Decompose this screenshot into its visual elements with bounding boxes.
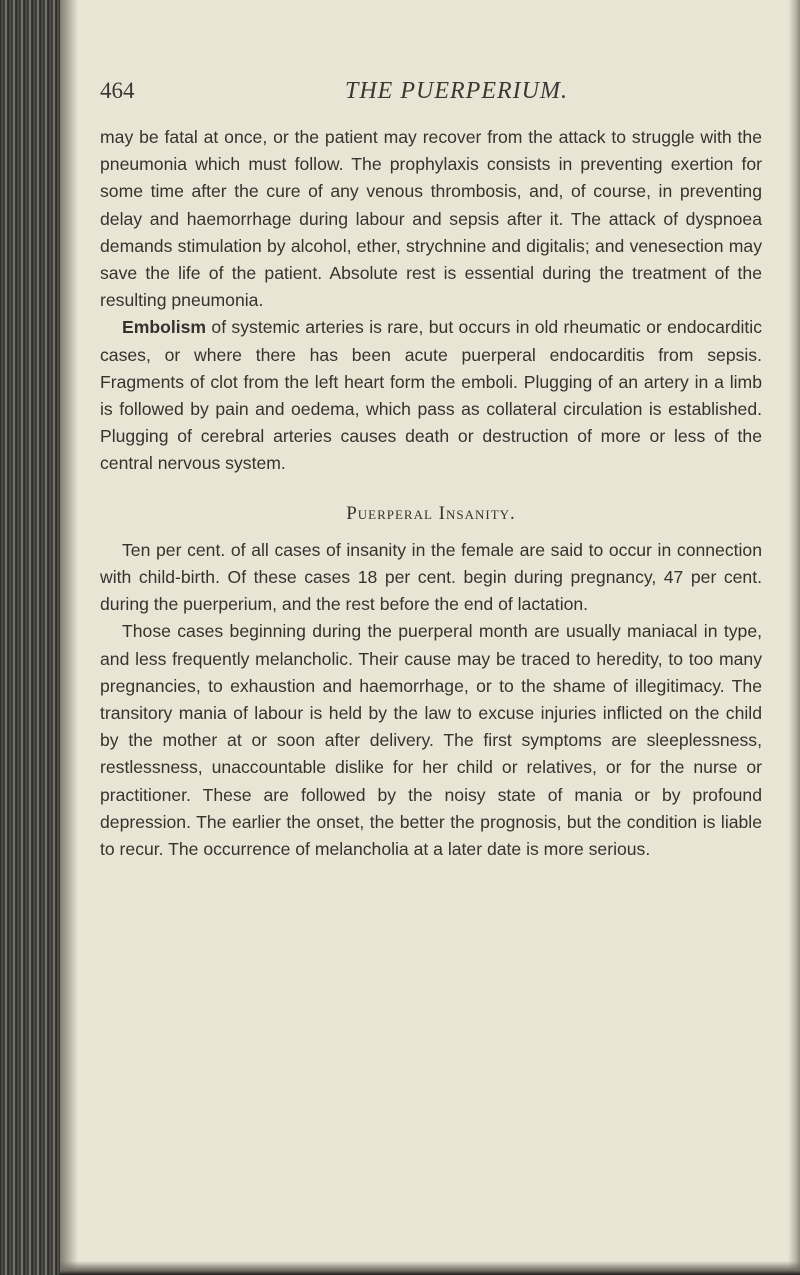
page-bottom-shadow — [60, 1261, 800, 1275]
paragraph-insanity-stats: Ten per cent. of all cases of insanity in the female are said to occur in connection with child-birth. Of these cases 18 per cent. begin during pregnancy, 47 per cent. during the puerperium, and the rest before the end of lactation. — [100, 539, 762, 615]
page-number: 464 — [100, 78, 135, 103]
section-heading: Puerperal Insanity. — [346, 502, 516, 524]
page-edge-shadow — [788, 0, 800, 1275]
paragraph-embolism — [100, 314, 762, 477]
running-head: THE PUERPERIUM. — [345, 78, 568, 104]
page-body — [100, 124, 762, 863]
run-in-heading-embolism: Embolism — [122, 317, 207, 338]
page-header — [100, 78, 760, 110]
paragraph-insanity-puerperal-month: Those cases beginning during the puerperal month are usually maniacal in type, and less frequently melancholic. Their cause may be traced to heredity, to too many pregnancies, to exhaustion and haemorrhage, or to the shame of illegitimacy. The transitory mania of labour is held by the law to excuse injuries inflicted on the child by the mother at or soon after delivery. The first symptoms are sleeplessness, restlessness, unaccountable dislike for her child or relatives, or for the nurse or practitioner. These are followed by the noisy state of mania or by profound depression. The earlier the onset, the better the prognosis, but the condition is liable to recur. The occurrence of melancholia at a later date is more serious. — [100, 621, 762, 860]
book-binding-gutter — [0, 0, 60, 1275]
paragraph-embolism-text: of systemic arteries is rare, but occurs in old rheumatic or endocarditic cases, or where there has been acute puerperal endocarditis from sepsis. Fragments of clot from the left heart form the emboli. Plugging of an artery in a limb is followed by pain and oedema, which pass as collateral circulation is established. Plugging of cerebral arteries causes death or destruction of more or less of the central nervous system. — [100, 317, 762, 474]
paragraph-pulmonary-continuation: may be fatal at once, or the patient may recover from the attack to struggle with the pneumonia which must follow. The prophylaxis consists in preventing exertion for some time after the cure of any venous thrombosis, and, of course, in preventing delay and haemorrhage during labour and sepsis after it. The attack of dyspnoea demands stimulation by alcohol, ether, strychnine and digitalis; and venesection may save the life of the patient. Absolute rest is essential during the treatment of the resulting pneumonia. — [100, 127, 762, 311]
